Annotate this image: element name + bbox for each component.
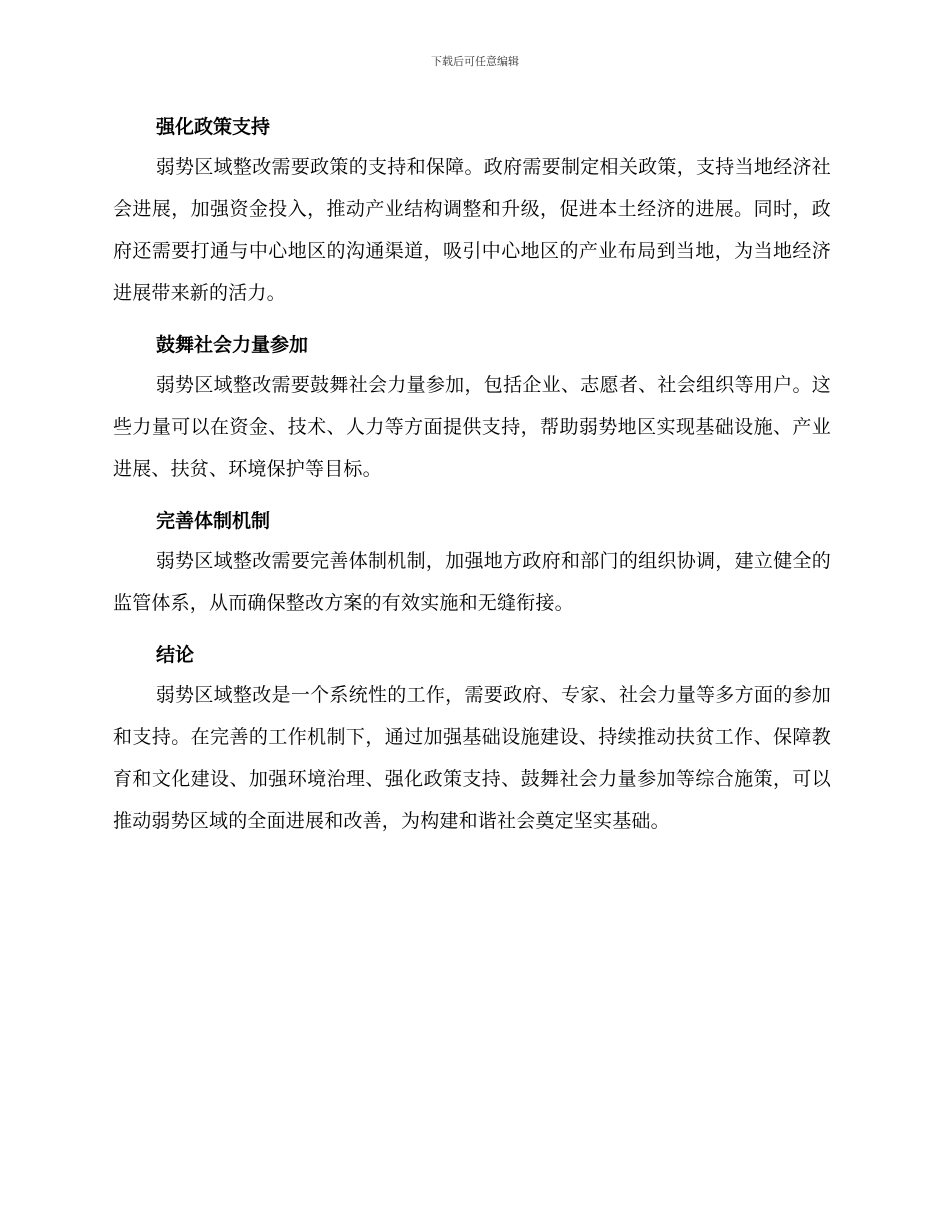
section-policy-support bbox=[113, 108, 831, 314]
page-header: 下载后可任意编辑 bbox=[431, 55, 519, 68]
section-paragraph: 弱势区域整改需要政策的支持和保障。政府需要制定相关政策，支持当地经济社会进展，加强资金投入，推动产业结构调整和升级，促进本土经济的进展。同时，政府还需要打通与中心地区的沟通渠道，吸引中心地区的产业布局到当地，为当地经济进展带来新的活力。 bbox=[113, 156, 831, 304]
section-conclusion bbox=[113, 636, 831, 842]
section-paragraph: 弱势区域整改需要完善体制机制，加强地方政府和部门的组织协调，建立健全的监管体系，从而确保整改方案的有效实施和无缝衔接。 bbox=[113, 550, 831, 614]
section-heading: 鼓舞社会力量参加 bbox=[156, 334, 309, 356]
section-paragraph: 弱势区域整改需要鼓舞社会力量参加，包括企业、志愿者、社会组织等用户。这些力量可以在资金、技术、人力等方面提供支持，帮助弱势地区实现基础设施、产业进展、扶贫、环境保护等目标。 bbox=[113, 374, 831, 480]
section-social-participation bbox=[113, 326, 831, 490]
section-heading: 完善体制机制 bbox=[156, 510, 271, 532]
section-paragraph: 弱势区域整改是一个系统性的工作，需要政府、专家、社会力量等多方面的参加和支持。在完善的工作机制下，通过加强基础设施建设、持续推动扶贫工作、保障教育和文化建设、加强环境治理、强化政策支持、鼓舞社会力量参加等综合施策，可以推动弱势区域的全面进展和改善，为构建和谐社会奠定坚实基础。 bbox=[113, 684, 831, 832]
document-body bbox=[113, 108, 831, 854]
section-heading: 结论 bbox=[156, 644, 195, 666]
section-institutional-mechanism bbox=[113, 502, 831, 624]
section-heading: 强化政策支持 bbox=[156, 116, 271, 138]
